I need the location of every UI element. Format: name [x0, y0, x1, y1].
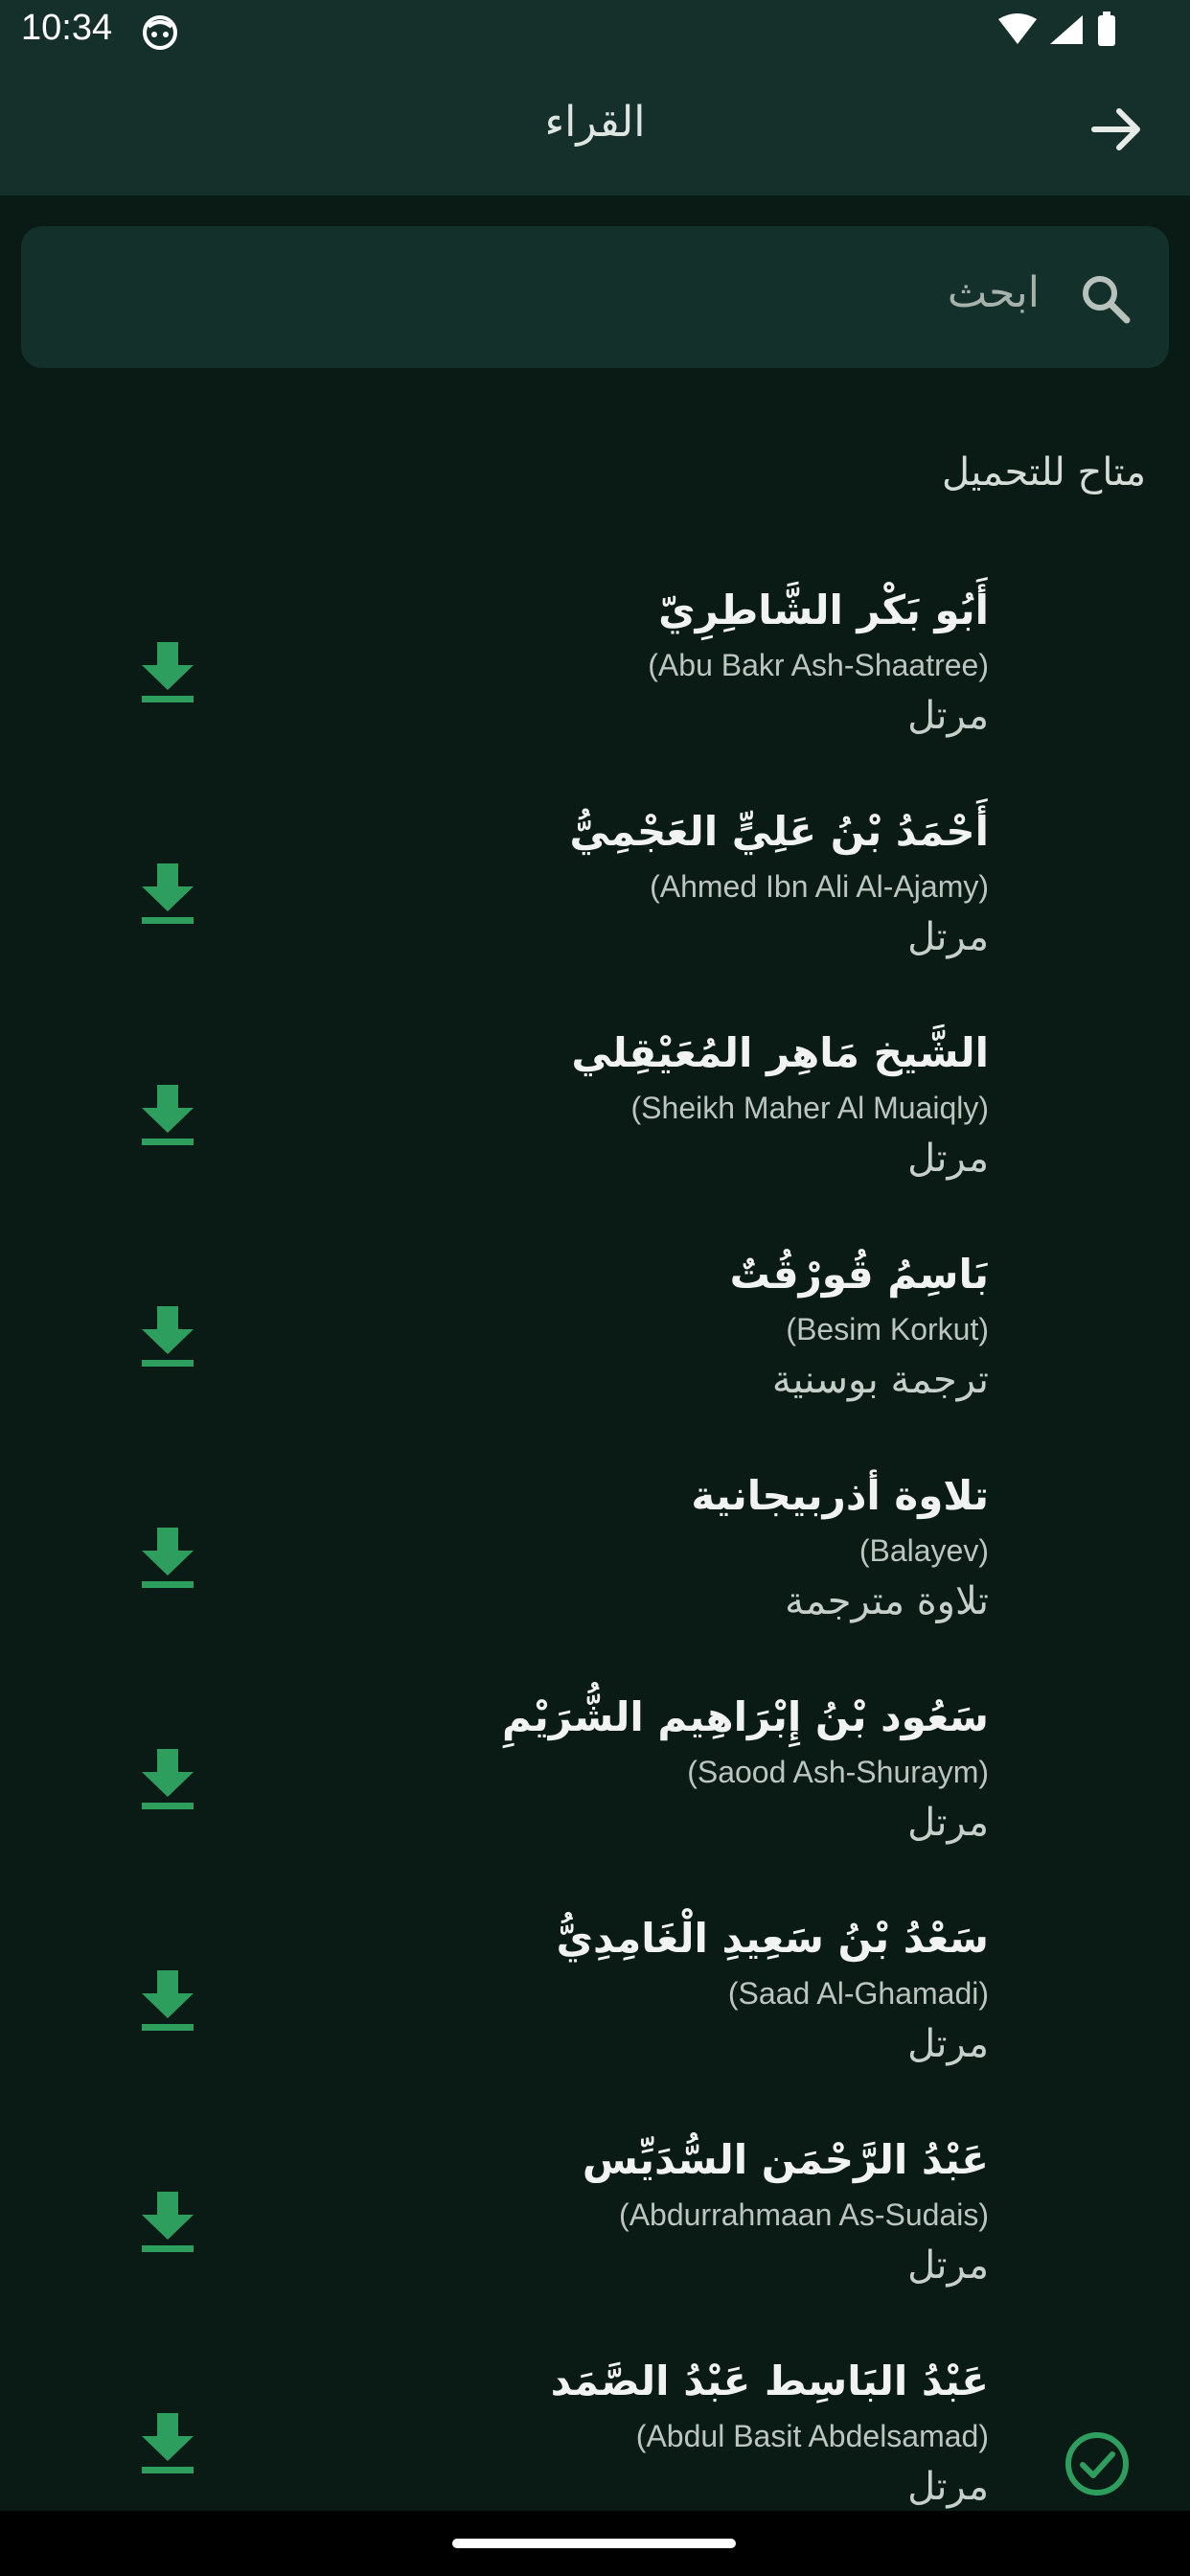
reciter-type: مرتل [907, 2022, 989, 2066]
reciter-type: ترجمة بوسنية [771, 1358, 989, 1402]
search-placeholder: ابحث [947, 268, 1040, 317]
reciter-latin-name: (Ahmed Ibn Ali Al-Ajamy) [650, 869, 989, 904]
search-icon [1079, 272, 1133, 326]
reciter-latin-name: (Abdurrahmaan As-Sudais) [619, 2197, 989, 2232]
download-icon[interactable] [140, 2192, 195, 2253]
reciter-name: الشَّيخ مَاهِر المُعَيْقِلي [571, 1029, 989, 1076]
page-title: القراء [544, 98, 646, 147]
reciter-name: سَعْدُ بْنُ سَعِيدِ الْغَامِدِيُّ [556, 1915, 989, 1962]
reciter-latin-name: (Saad Al-Ghamadi) [727, 1976, 989, 2011]
reciter-name: عَبْدُ الرَّحْمَن السُّدَيِّس [582, 2136, 989, 2183]
reciter-latin-name: (Abdul Basit Abdelsamad) [635, 2419, 989, 2453]
reciter-type: مرتل [907, 1137, 989, 1181]
reciter-row[interactable] [0, 575, 1190, 795]
reciter-name: بَاسِمُ قُورْقُتٌ [729, 1251, 989, 1298]
reciter-row[interactable] [0, 1460, 1190, 1681]
system-status-icons [995, 12, 1157, 50]
download-icon[interactable] [140, 1749, 195, 1810]
section-title: متاح للتحميل [941, 450, 1146, 494]
reciter-type: مرتل [907, 1801, 989, 1845]
download-icon[interactable] [140, 1528, 195, 1589]
status-bar [0, 0, 1190, 65]
reciter-type: مرتل [907, 694, 989, 738]
download-icon[interactable] [140, 2413, 195, 2474]
reciter-name: سَعُود بْنُ إِبْرَاهِيم الشُّرَيْمِ [502, 1693, 989, 1740]
download-icon[interactable] [140, 1085, 195, 1146]
reciter-latin-name: (Abu Bakr Ash-Shaatree) [648, 648, 989, 682]
download-icon[interactable] [140, 863, 195, 925]
reciter-name: أَبُو بَكْر الشَّاطِرِيّ [658, 586, 989, 633]
download-icon[interactable] [140, 1970, 195, 2032]
reciter-type: مرتل [907, 2465, 989, 2509]
reciter-name: عَبْدُ البَاسِط عَبْدُ الصَّمَد [550, 2358, 989, 2404]
app-notification-icon [141, 13, 179, 52]
app-bar [0, 65, 1190, 196]
status-time: 10:34 [21, 8, 113, 48]
reciter-type: تلاوة مترجمة [785, 1579, 989, 1623]
reciter-name: أَحْمَدُ بْنُ عَلِيٍّ العَجْمِيُّ [569, 808, 989, 855]
reciter-row[interactable] [0, 2125, 1190, 2345]
check-circle-icon [1064, 2430, 1131, 2497]
download-icon[interactable] [140, 1306, 195, 1368]
reciter-row[interactable] [0, 1903, 1190, 2124]
reciter-type: مرتل [907, 2243, 989, 2288]
download-icon[interactable] [140, 642, 195, 703]
search-input[interactable] [21, 226, 1169, 368]
reciter-latin-name: (Balayev) [858, 1533, 989, 1568]
reciter-latin-name: (Sheikh Maher Al Muaiqly) [630, 1091, 989, 1125]
reciter-name: تلاوة أذربيجانية [691, 1472, 989, 1519]
reciter-type: مرتل [907, 915, 989, 959]
home-gesture-handle[interactable] [452, 2539, 736, 2548]
reciter-row[interactable] [0, 1018, 1190, 1238]
reciter-latin-name: (Besim Korkut) [786, 1312, 989, 1346]
reciter-row[interactable] [0, 1239, 1190, 1460]
reciter-latin-name: (Saood Ash-Shuraym) [687, 1755, 989, 1789]
arrow-right-icon[interactable] [1083, 96, 1150, 163]
reciter-row[interactable] [0, 1682, 1190, 1902]
reciter-row[interactable] [0, 796, 1190, 1017]
